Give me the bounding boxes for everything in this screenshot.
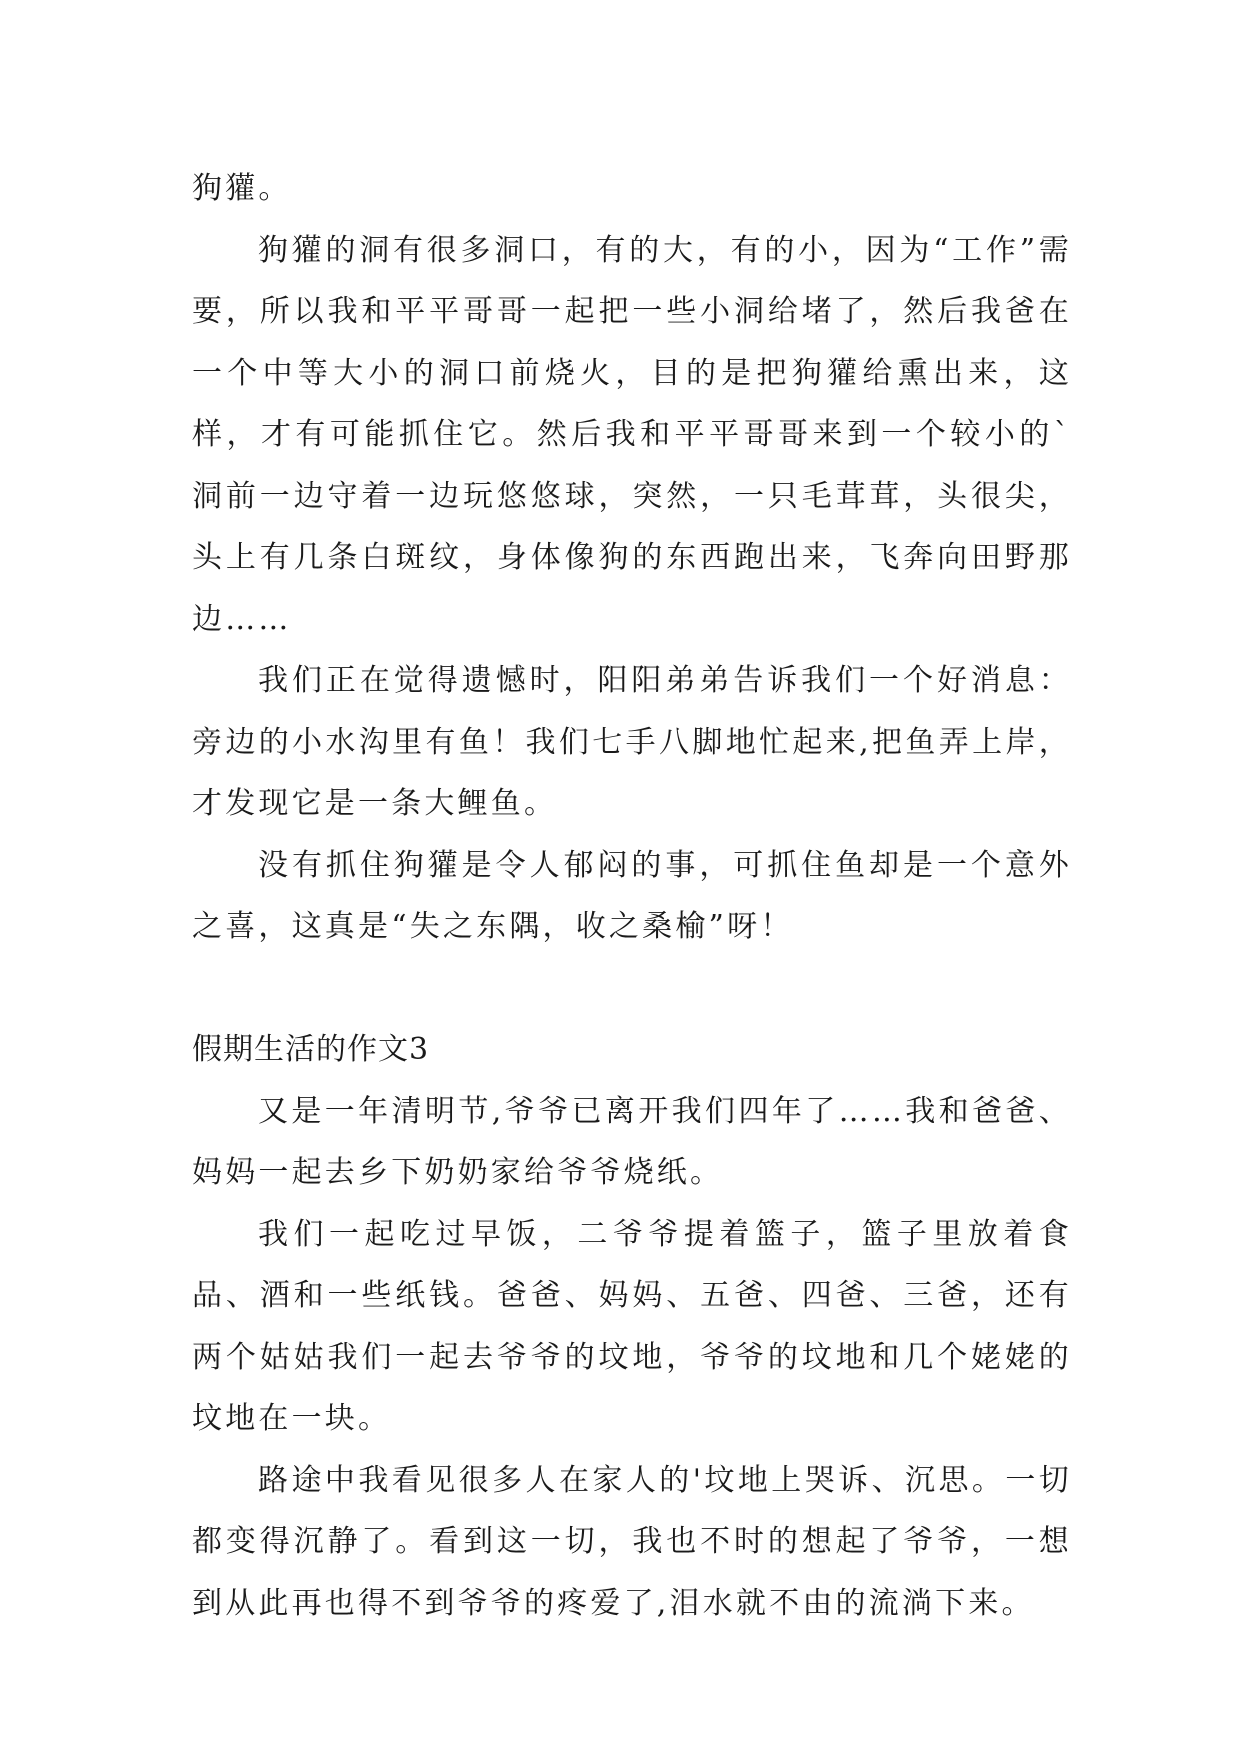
- paragraph: 没有抓住狗獾是令人郁闷的事，可抓住鱼却是一个意外之喜，这真是“失之东隅，收之桑榆”呀！: [192, 847, 1072, 944]
- paragraph: 我们一起吃过早饭，二爷爷提着篮子，篮子里放着食品、酒和一些纸钱。爸爸、妈妈、五爸、四爸、三爸，还有两个姑姑我们一起去爷爷的坟地，爷爷的坟地和几个姥姥的坟地在一块。: [192, 1216, 1072, 1436]
- paragraph: 又是一年清明节,爷爷已离开我们四年了……我和爸爸、妈妈一起去乡下奶奶家给爷爷烧纸。: [192, 1093, 1072, 1190]
- paragraph: 路途中我看见很多人在家人的'坟地上哭诉、沉思。一切都变得沉静了。看到这一切，我也不时的想起了爷爷，一想到从此再也得不到爷爷的疼爱了,泪水就不由的流淌下来。: [192, 1462, 1072, 1621]
- paragraph-continued: 狗獾。: [192, 171, 292, 206]
- essay-title: 假期生活的作文3: [192, 1032, 430, 1067]
- paragraph: 狗獾的洞有很多洞口，有的大，有的小，因为“工作”需要，所以我和平平哥哥一起把一些小洞给堵了，然后我爸在一个中等大小的洞口前烧火，目的是把狗獾给熏出来，这样，才有可能抓住它。然后我和平平哥哥来到一个较小的`洞前一边守着一边玩悠悠球，突然，一只毛茸茸，头很尖，头上有几条白斑纹，身体像狗的东西跑出来，飞奔向田野那边……: [192, 232, 1072, 637]
- section-spacer: [192, 958, 1072, 1020]
- paragraph: 我们正在觉得遗憾时，阳阳弟弟告诉我们一个好消息：旁边的小水沟里有鱼！我们七手八脚地忙起来,把鱼弄上岸，才发现它是一条大鲤鱼。: [192, 663, 1072, 821]
- document-page: [192, 158, 1072, 1634]
